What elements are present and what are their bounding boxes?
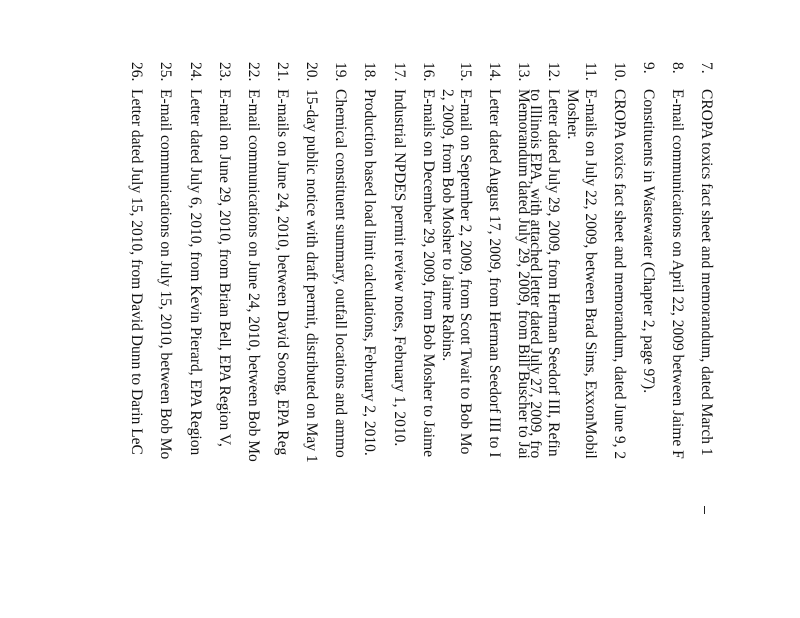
list-item-text: Constituents in Wastewater (Chapter 2, page 97). <box>640 89 657 394</box>
list-item-text: CROPA toxics fact sheet and memorandum, dated March 1 <box>698 89 715 456</box>
list-item-number: 17. <box>391 62 408 82</box>
list-item-number: 10. <box>611 62 628 82</box>
list-item-text: E-mail on September 2, 2009, from Scott Twait to Bob Mo <box>457 89 474 455</box>
list-item-text-continued: to Illinois EPA, with attached letter dated July 27, 2009, fro <box>527 89 544 459</box>
list-item-text: E-mail on June 29, 2010, from Brian Bell, EPA Region V, <box>216 89 233 447</box>
list-item-text: E-mail communications on July 15, 2010, between Bob Mo <box>157 89 174 460</box>
list-item-number: 8. <box>669 62 686 74</box>
list-item-text: Chemical constituent summary, outfall locations and ammo <box>332 89 349 458</box>
list-item-number: 16. <box>420 62 437 82</box>
list-item-number: 12. <box>545 62 562 82</box>
list-item-text: E-mails on July 22, 2009, between Brad Sims, ExxonMobil <box>582 89 599 459</box>
list-item-number: 24. <box>187 62 204 82</box>
page-mark <box>704 506 705 514</box>
list-item-text-continued: Mosher. <box>564 89 581 140</box>
list-item-text: 15-day public notice with draft permit, distributed on May 1 <box>303 89 320 463</box>
list-item-text: Memorandum dated July 29, 2009, from Bill Buscher to Jai <box>515 89 532 459</box>
list-item-text: Letter dated July 6, 2010, from Kevin Pierard, EPA Region <box>187 89 204 456</box>
list-item-number: 21. <box>274 62 291 82</box>
list-item-number: 15. <box>457 62 474 82</box>
list-item-text: E-mails on December 29, 2009, from Bob Mosher to Jaime <box>420 89 437 458</box>
list-item-text: Letter dated July 15, 2010, from David Dunn to Darin LeC <box>128 89 145 455</box>
list-item-text: Production based load limit calculations, February 2, 2010. <box>361 89 378 456</box>
list-item-number: 25. <box>157 62 174 82</box>
list-item-number: 22. <box>245 62 262 82</box>
list-item-number: 13. <box>515 62 532 82</box>
list-item-number: 23. <box>216 62 233 82</box>
list-item-number: 7. <box>698 62 715 74</box>
list-item-number: 14. <box>486 62 503 82</box>
list-item-number: 26. <box>128 62 145 82</box>
list-item-text-continued: 2, 2009, from Bob Mosher to Jaime Rabins. <box>439 89 456 362</box>
list-item-text: E-mail communications on April 22, 2009 between Jaime F <box>669 89 686 459</box>
document-list <box>15 0 715 618</box>
list-item-text: E-mail communications on June 24, 2010, between Bob Mo <box>245 89 262 462</box>
list-item-text: CROPA toxics fact sheet and memorandum, dated June 9, 2 <box>611 89 628 460</box>
list-item-number: 9. <box>640 62 657 74</box>
list-item-text: Letter dated August 17, 2009, from Herman Seedorf III to I <box>486 89 503 458</box>
list-item-text: E-mails on June 24, 2010, between David Soong, EPA Reg <box>274 89 291 456</box>
list-item-number: 18. <box>361 62 378 82</box>
list-item-number: 20. <box>303 62 320 82</box>
list-item-number: 19. <box>332 62 349 82</box>
list-item-text: Industrial NPDES permit review notes, February 1, 2010. <box>391 89 408 447</box>
list-item-text: Letter dated July 29, 2009, from Herman Seedorf III, Refin <box>545 89 562 457</box>
list-item-number: 11. <box>582 62 599 81</box>
